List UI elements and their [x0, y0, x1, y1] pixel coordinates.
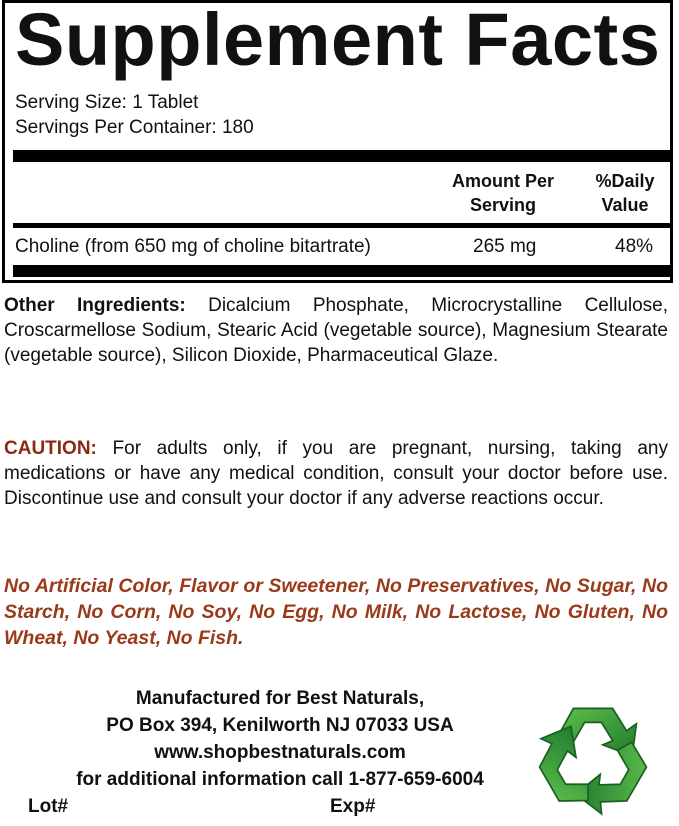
lot-number-label: Lot# — [28, 796, 69, 817]
caution-text: For adults only, if you are pregnant, nursing, taking any medications or have any medical condition, consult your doctor before use. Discontinue use and consult your doctor if any adverse reactions occur. — [4, 438, 668, 509]
other-ingredients — [4, 293, 668, 368]
manufacturer-name: Manufactured for Best Naturals, — [135, 688, 425, 709]
expiration-label: Exp# — [330, 796, 376, 817]
bottom-divider — [13, 265, 670, 277]
daily-value-header: %Daily Value — [595, 171, 655, 215]
servings-per-container: Servings Per Container: 180 — [15, 117, 254, 138]
nutrient-daily-value: 48% — [615, 236, 654, 257]
supplement-facts-panel — [2, 0, 673, 283]
nutrient-name: Choline (from 650 mg of choline bitartrate) — [15, 236, 371, 257]
panel-title: Supplement Facts — [15, 0, 661, 81]
manufacturer-website: www.shopbestnaturals.com — [154, 742, 406, 763]
recycle-icon — [523, 686, 663, 826]
other-ingredients-text: Dicalcium Phosphate, Microcrystalline Cellulose, Croscarmellose Sodium, Stearic Acid (vegetable source), Magnesium Stearate (vegetable source), Silicon Dioxide, Pharmaceutical Glaze. — [4, 295, 669, 366]
caution-label: CAUTION: — [4, 438, 97, 459]
free-from-claims: No Artificial Color, Flavor or Sweetener, No Preservatives, No Sugar, No Starch, No Corn, No Soy, No Egg, No Milk, No Lactose, No Gluten, No Wheat, No Yeast, No Fish. — [4, 575, 668, 649]
amount-per-serving-header: Amount Per Serving — [451, 171, 554, 215]
caution-statement — [4, 436, 668, 511]
serving-size: Serving Size: 1 Tablet — [15, 92, 199, 113]
section-divider — [13, 150, 670, 162]
manufacturer-phone: for additional information call 1-877-659-6004 — [76, 769, 484, 790]
header-divider — [13, 223, 670, 228]
nutrient-amount: 265 mg — [473, 236, 537, 257]
manufacturer-address: PO Box 394, Kenilworth NJ 07033 USA — [106, 715, 454, 736]
other-ingredients-label: Other Ingredients: — [4, 295, 186, 316]
